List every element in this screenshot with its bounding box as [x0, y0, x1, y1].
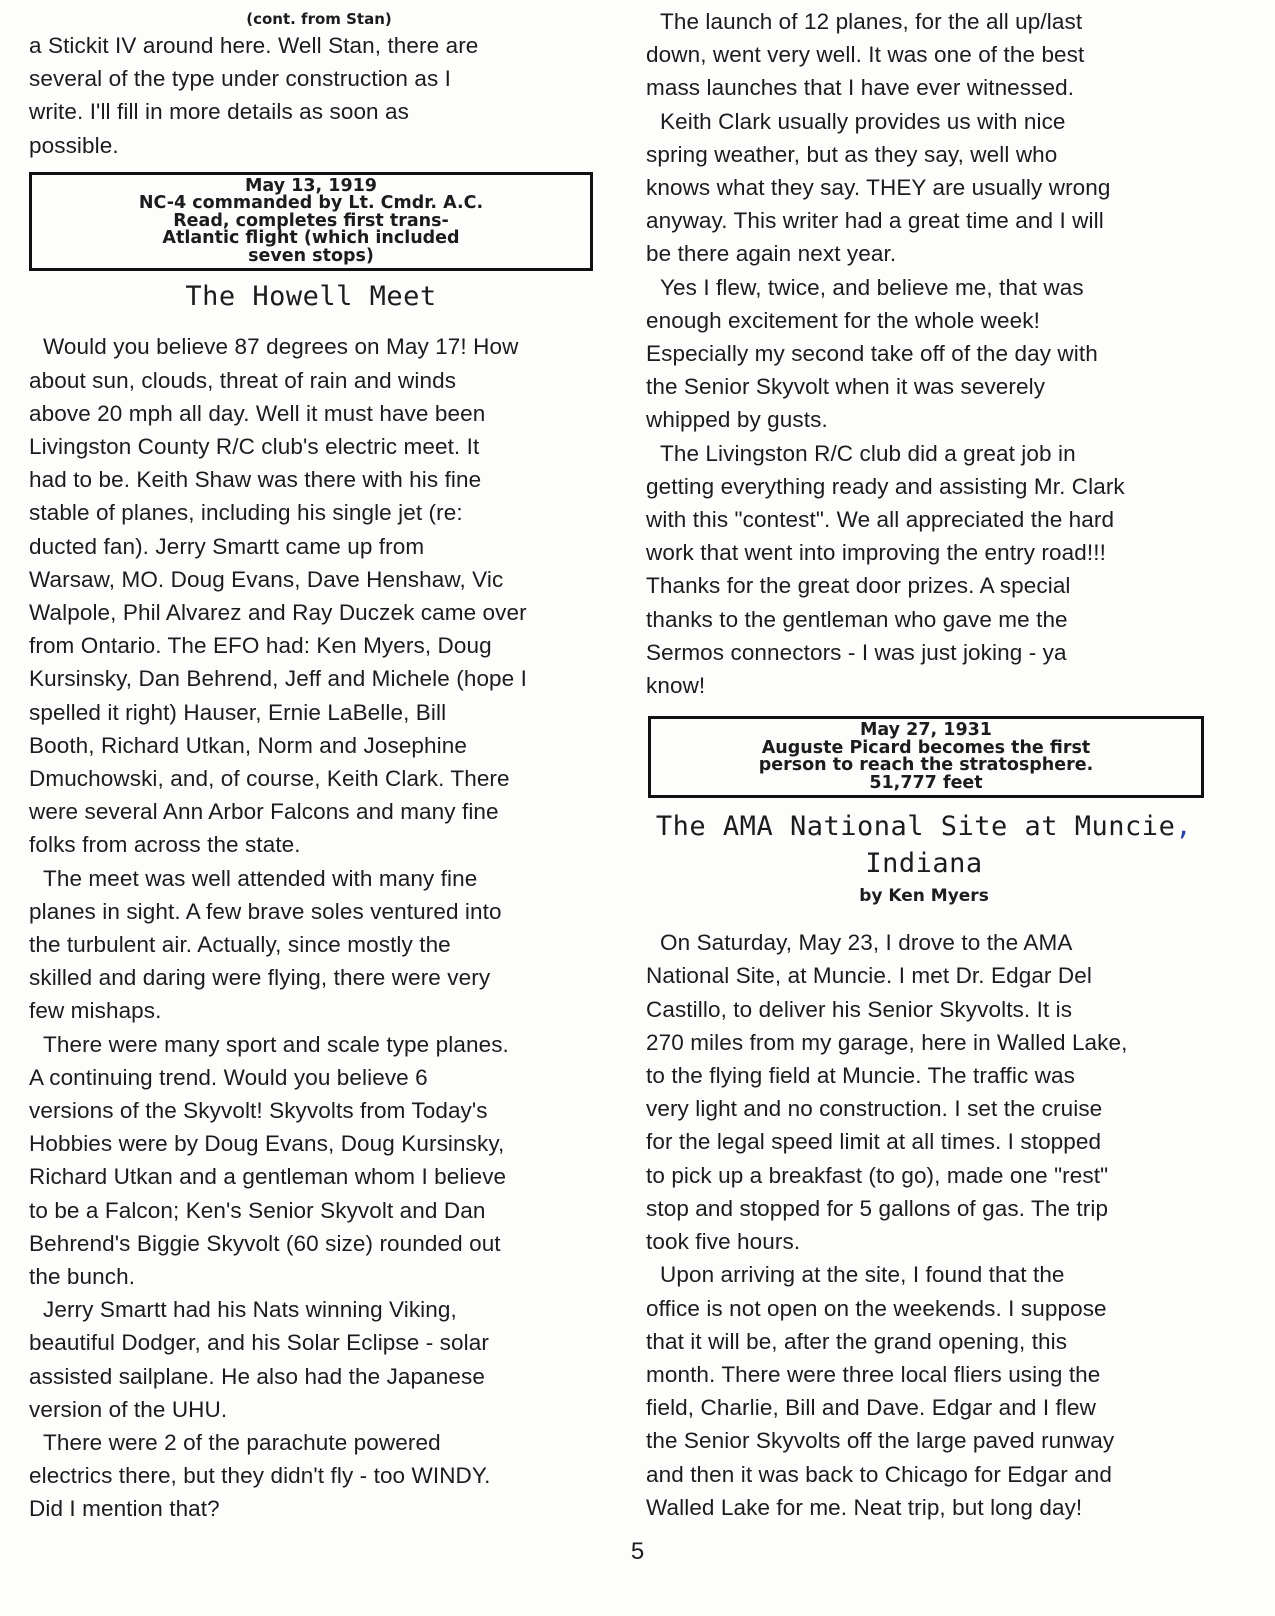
text-line: Sermos connectors - I was just joking - ya — [646, 639, 1067, 665]
right-column — [646, 0, 1216, 1524]
text-line: getting everything ready and assisting Mr. Clark — [646, 473, 1125, 499]
text-line: On Saturday, May 23, I drove to the AMA — [660, 930, 1073, 956]
history-box-1931 — [648, 716, 1204, 798]
text-line: Did I mention that? — [29, 1496, 220, 1522]
ama-title-line2: Indiana — [865, 848, 983, 880]
text-line: Would you believe 87 degrees on May 17! How — [43, 334, 519, 360]
text-line: versions of the Skyvolt! Skyvolts from Today's — [29, 1097, 488, 1123]
text-line: Walled Lake for me. Neat trip, but long day! — [646, 1494, 1083, 1520]
text-line: to be a Falcon; Ken's Senior Skyvolt and Dan — [29, 1197, 486, 1223]
paragraph — [646, 1258, 1216, 1524]
text-line: a Stickit IV around here. Well Stan, there are — [29, 33, 479, 58]
text-line: folks from across the state. — [29, 832, 301, 858]
text-line: stable of planes, including his single jet (re: — [29, 500, 463, 526]
text-line: enough excitement for the whole week! — [646, 307, 1040, 333]
text-line: and then it was back to Chicago for Edgar and — [646, 1461, 1113, 1487]
text-line: mass launches that I have ever witnessed. — [646, 75, 1075, 101]
text-line: Richard Utkan and a gentleman whom I believe — [29, 1164, 507, 1190]
howell-article-continued — [646, 5, 1216, 702]
text-line: The launch of 12 planes, for the all up/last — [660, 9, 1083, 34]
text-line: There were many sport and scale type planes. — [43, 1031, 509, 1057]
text-line: skilled and daring were flying, there were very — [29, 965, 491, 991]
byline: by Ken Myers — [859, 886, 989, 907]
text-line: Jerry Smartt had his Nats winning Viking, — [43, 1297, 457, 1323]
text-line: Especially my second take off of the day with — [646, 341, 1098, 367]
howell-article-body — [29, 330, 609, 1525]
text-line: May 27, 1931 — [860, 720, 992, 741]
text-line: several of the type under construction as I — [29, 66, 452, 92]
ama-title-comma: , — [1175, 811, 1193, 843]
paragraph — [646, 271, 1216, 437]
text-line: beautiful Dodger, and his Solar Eclipse - solar — [29, 1330, 489, 1356]
text-line: Kursinsky, Dan Behrend, Jeff and Michele (hope I — [29, 666, 527, 692]
text-line: the Senior Skyvolts off the large paved runway — [646, 1428, 1115, 1454]
text-line: Livingston County R/C club's electric meet. It — [29, 433, 480, 459]
text-line: planes in sight. A few brave soles ventured into — [29, 898, 502, 924]
text-line: Dmuchowski, and, of course, Keith Clark. There — [29, 765, 510, 791]
text-line: were several Ann Arbor Falcons and many fine — [29, 799, 499, 825]
intro-paragraph — [29, 29, 609, 162]
paragraph — [29, 862, 609, 1028]
text-line: very light and no construction. I set the cruise — [646, 1096, 1103, 1122]
text-line: version of the UHU. — [29, 1396, 228, 1422]
text-line: took five hours. — [646, 1229, 801, 1255]
text-line: spring weather, but as they say, well who — [646, 141, 1058, 167]
text-line: ducted fan). Jerry Smartt came up from — [29, 533, 425, 559]
paragraph — [646, 105, 1216, 271]
text-line: the turbulent air. Actually, since mostly the — [29, 931, 451, 957]
text-line: Atlantic flight (which included — [162, 228, 460, 249]
text-line: The meet was well attended with many fine — [43, 865, 478, 891]
text-line: know! — [646, 673, 706, 699]
text-line: field, Charlie, Bill and Dave. Edgar and I flew — [646, 1395, 1096, 1421]
text-line: NC-4 commanded by Lt. Cmdr. A.C. — [138, 193, 484, 214]
text-line: about sun, clouds, threat of rain and winds — [29, 367, 457, 393]
text-line: person to reach the stratosphere. — [758, 755, 1094, 776]
text-line: Read, completes first trans- — [173, 210, 449, 231]
paragraph — [29, 1293, 609, 1426]
ama-title-line1: The AMA National Site at Muncie — [655, 811, 1176, 843]
text-line: electrics there, but they didn't fly - too WINDY. — [29, 1463, 491, 1489]
text-line: Auguste Picard becomes the first — [761, 737, 1091, 758]
text-line: Keith Clark usually provides us with nice — [660, 108, 1066, 134]
text-line: seven stops) — [248, 245, 374, 266]
continuation-label: (cont. from Stan) — [246, 10, 392, 28]
text-line: thanks to the gentleman who gave me the — [646, 606, 1068, 632]
text-line: Castillo, to deliver his Senior Skyvolts. It is — [646, 996, 1073, 1022]
page-number: 5 — [630, 1538, 645, 1565]
text-line: Warsaw, MO. Doug Evans, Dave Henshaw, Vic — [29, 566, 504, 592]
paragraph — [646, 5, 1216, 105]
text-line: office is not open on the weekends. I suppose — [646, 1295, 1107, 1321]
text-line: be there again next year. — [646, 241, 897, 267]
paragraph — [29, 1426, 609, 1526]
text-line: the bunch. — [29, 1264, 136, 1289]
text-line: write. I'll fill in more details as soon as — [29, 99, 409, 125]
text-line: Thanks for the great door prizes. A special — [646, 573, 1071, 599]
text-line: stop and stopped for 5 gallons of gas. The trip — [646, 1195, 1109, 1221]
paragraph — [29, 330, 609, 861]
text-line: Behrend's Biggie Skyvolt (60 size) rounded out — [29, 1230, 501, 1256]
howell-meet-title: The Howell Meet — [185, 281, 437, 313]
text-line: to pick up a breakfast (to go), made one "rest" — [646, 1162, 1109, 1188]
text-line: Upon arriving at the site, I found that the — [660, 1262, 1065, 1288]
paragraph — [646, 437, 1216, 703]
text-line: had to be. Keith Shaw was there with his fine — [29, 467, 482, 493]
text-line: 51,777 feet — [869, 772, 983, 793]
paragraph — [29, 1028, 609, 1294]
text-line: for the legal speed limit at all times. I stopped — [646, 1129, 1102, 1155]
text-line: month. There were three local fliers using the — [646, 1361, 1101, 1387]
text-line: assisted sailplane. He also had the Japanese — [29, 1363, 485, 1389]
text-line: from Ontario. The EFO had: Ken Myers, Doug — [29, 633, 492, 659]
text-line: possible. — [29, 132, 119, 158]
text-line: to the flying field at Muncie. The traffic was — [646, 1063, 1075, 1089]
text-line: with this "contest". We all appreciated the hard — [646, 507, 1115, 533]
text-line: There were 2 of the parachute powered — [43, 1430, 441, 1456]
text-line: May 13, 1919 — [245, 175, 377, 196]
text-line: that it will be, after the grand opening, this — [646, 1328, 1068, 1354]
text-line: spelled it right) Hauser, Ernie LaBelle, Bill — [29, 699, 447, 725]
text-line: whipped by gusts. — [646, 407, 828, 433]
text-line: Yes I flew, twice, and believe me, that was — [660, 274, 1084, 300]
text-line: Walpole, Phil Alvarez and Ray Duczek came over — [29, 599, 527, 625]
text-line: knows what they say. THEY are usually wrong — [646, 175, 1111, 201]
text-line: work that went into improving the entry road!!! — [646, 540, 1106, 566]
text-line: The Livingston R/C club did a great job in — [660, 440, 1076, 466]
text-line: National Site, at Muncie. I met Dr. Edgar Del — [646, 963, 1092, 989]
paragraph — [646, 926, 1216, 1258]
text-line: Booth, Richard Utkan, Norm and Josephine — [29, 732, 467, 758]
text-line: above 20 mph all day. Well it must have been — [29, 400, 486, 426]
text-line: 270 miles from my garage, here in Walled Lake, — [646, 1029, 1128, 1055]
history-box-1919 — [29, 172, 593, 272]
ama-article-body — [646, 926, 1216, 1524]
text-line: anyway. This writer had a great time and I will — [646, 208, 1104, 234]
text-line: the Senior Skyvolt when it was severely — [646, 374, 1046, 400]
left-column — [29, 0, 609, 1526]
text-line: A continuing trend. Would you believe 6 — [29, 1064, 428, 1090]
text-line: down, went very well. It was one of the best — [646, 42, 1085, 68]
ama-site-title — [646, 808, 1202, 882]
text-line: Hobbies were by Doug Evans, Doug Kursinsky, — [29, 1131, 505, 1157]
text-line: few mishaps. — [29, 998, 162, 1024]
